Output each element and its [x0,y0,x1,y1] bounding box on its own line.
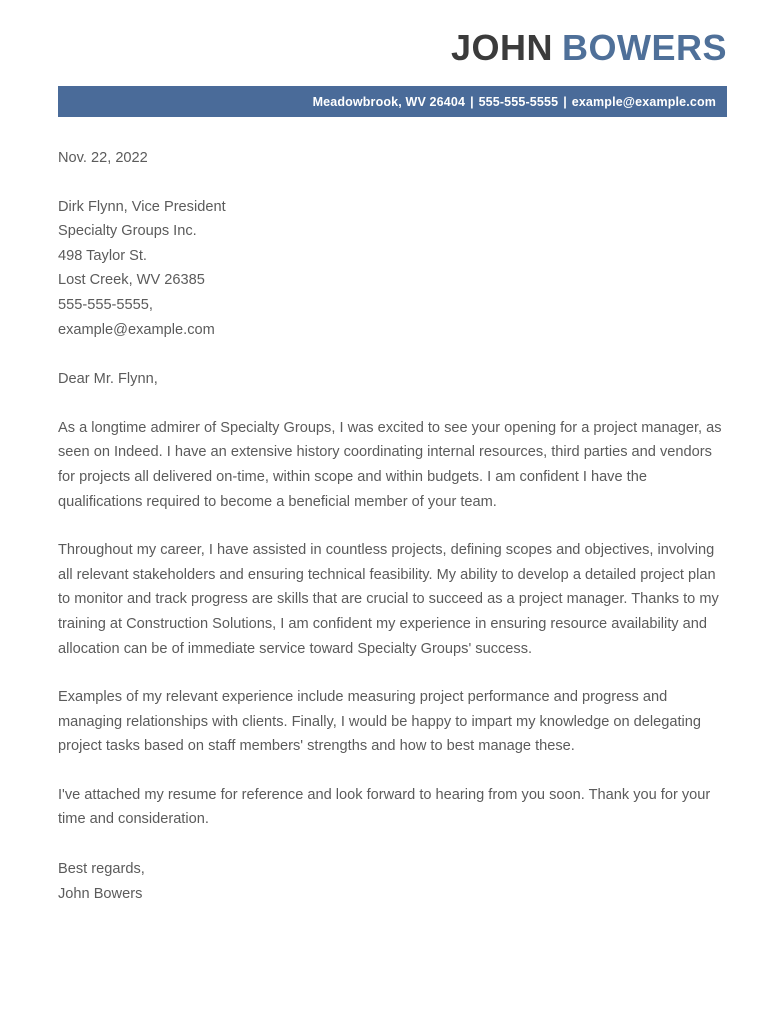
applicant-last-name: BOWERS [562,27,727,68]
recipient-address-block [58,171,727,343]
body-paragraph: Throughout my career, I have assisted in countless projects, defining scopes and objectives, involving all relevant stakeholders and ensuring technical feasibility. My ability to develop a detailed project plan to monitor and track progress are skills that are crucial to succeed as a project manager. Thanks to my training at Construction Solutions, I am confident my experience in ensuring resource availability and allocation can be of immediate service toward Specialty Groups' success. [58,542,719,657]
contact-separator-2: | [563,94,567,109]
recipient-line: Lost Creek, WV 26385 [58,272,205,289]
body-paragraph: Examples of my relevant experience include measuring project performance and progress and managing relationships with clients. Finally, I would be happy to impart my knowledge on delegating project tasks based on staff members' strengths and how to best manage these. [58,689,702,755]
contact-email[interactable]: example@example.com [571,94,716,109]
applicant-name [58,0,727,66]
body-paragraph: As a longtime admirer of Specialty Groups, I was excited to see your opening for a project manager, as seen on Indeed. I have an extensive history coordinating internal resources, third parties and vendors for projects all delivered on-time, within scope and within budgets. I am confident I have the qualifications required to become a beneficial member of your team. [58,419,722,510]
letterhead [0,0,784,117]
salutation: Dear Mr. Flynn, [58,371,158,388]
contact-bar [58,86,727,117]
contact-location: Meadowbrook, WV 26404 [312,94,466,109]
body-paragraph: I've attached my resume for reference and look forward to hearing from you soon. Thank you for your time and consideration. [58,786,711,828]
closing-block [58,832,727,906]
applicant-first-name: JOHN [450,27,553,68]
closing-salutation: Best regards, [58,861,145,878]
contact-phone[interactable]: 555-555-5555 [478,94,559,109]
signature-name: John Bowers [58,885,143,902]
letter-body [0,117,784,906]
letter-date: Nov. 22, 2022 [58,150,148,166]
recipient-line: 555-555-5555, [58,296,153,313]
contact-separator-1: | [470,94,474,109]
recipient-line: Dirk Flynn, Vice President [58,198,226,215]
recipient-line: Specialty Groups Inc. [58,223,197,240]
recipient-line: 498 Taylor St. [58,247,147,264]
recipient-line: example@example.com [58,321,215,338]
